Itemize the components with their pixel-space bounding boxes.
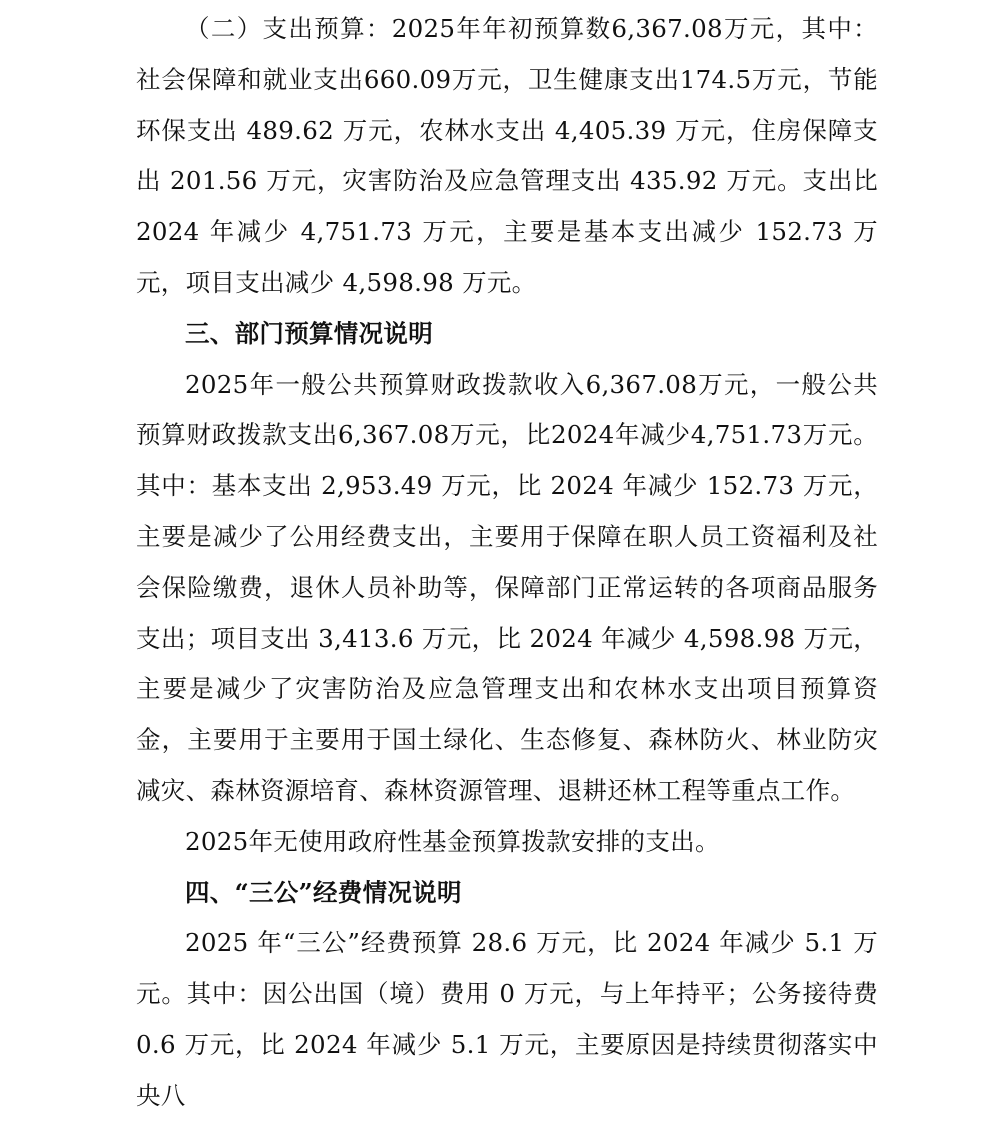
section-4-heading: 四、“三公”经费情况说明 [185,877,462,907]
three-public-expenses-paragraph: 2025 年“三公”经费预算 28.6 万元，比 2024 年减少 5.1 万元。其中：因公出国（境）费用 0 万元，与上年持平；公务接待费 0.6 万元，比 2024 年减少 5.1 万元，主要原因是持续贯彻落实中央八 [136,928,878,1110]
expenditure-budget-paragraph: （二）支出预算：2025年年初预算数6,367.08万元，其中：社会保障和就业支出660.09万元，卫生健康支出174.5万元，节能环保支出 489.62 万元，农林水支出 4,405.39 万元，住房保障支出 201.56 万元，灾害防治及应急管理支出 435.92 万元。支出比 2024 年减少 4,751.73 万元，主要是基本支出减少 152.73 万元，项目支出减少 4,598.98 万元。 [136,14,878,297]
section-3-heading: 三、部门预算情况说明 [185,318,433,348]
department-budget-paragraph: 2025年一般公共预算财政拨款收入6,367.08万元，一般公共预算财政拨款支出6,367.08万元，比2024年减少4,751.73万元。其中：基本支出 2,953.49 万元，比 2024 年减少 152.73 万元，主要是减少了公用经费支出，主要用于保障在职人员工资福利及社会保险缴费，退休人员补助等，保障部门正常运转的各项商品服务支出；项目支出 3,413.6 万元，比 2024 年减少 4,598.98 万元，主要是减少了灾害防治及应急管理支出和农林水支出项目预算资金，主要用于主要用于国土绿化、生态修复、森林防火、林业防灾减灾、森林资源培育、森林资源管理、退耕还林工程等重点工作。 [136,369,878,805]
government-fund-paragraph: 2025年无使用政府性基金预算拨款安排的支出。 [185,826,720,856]
document-page [136,4,878,1122]
